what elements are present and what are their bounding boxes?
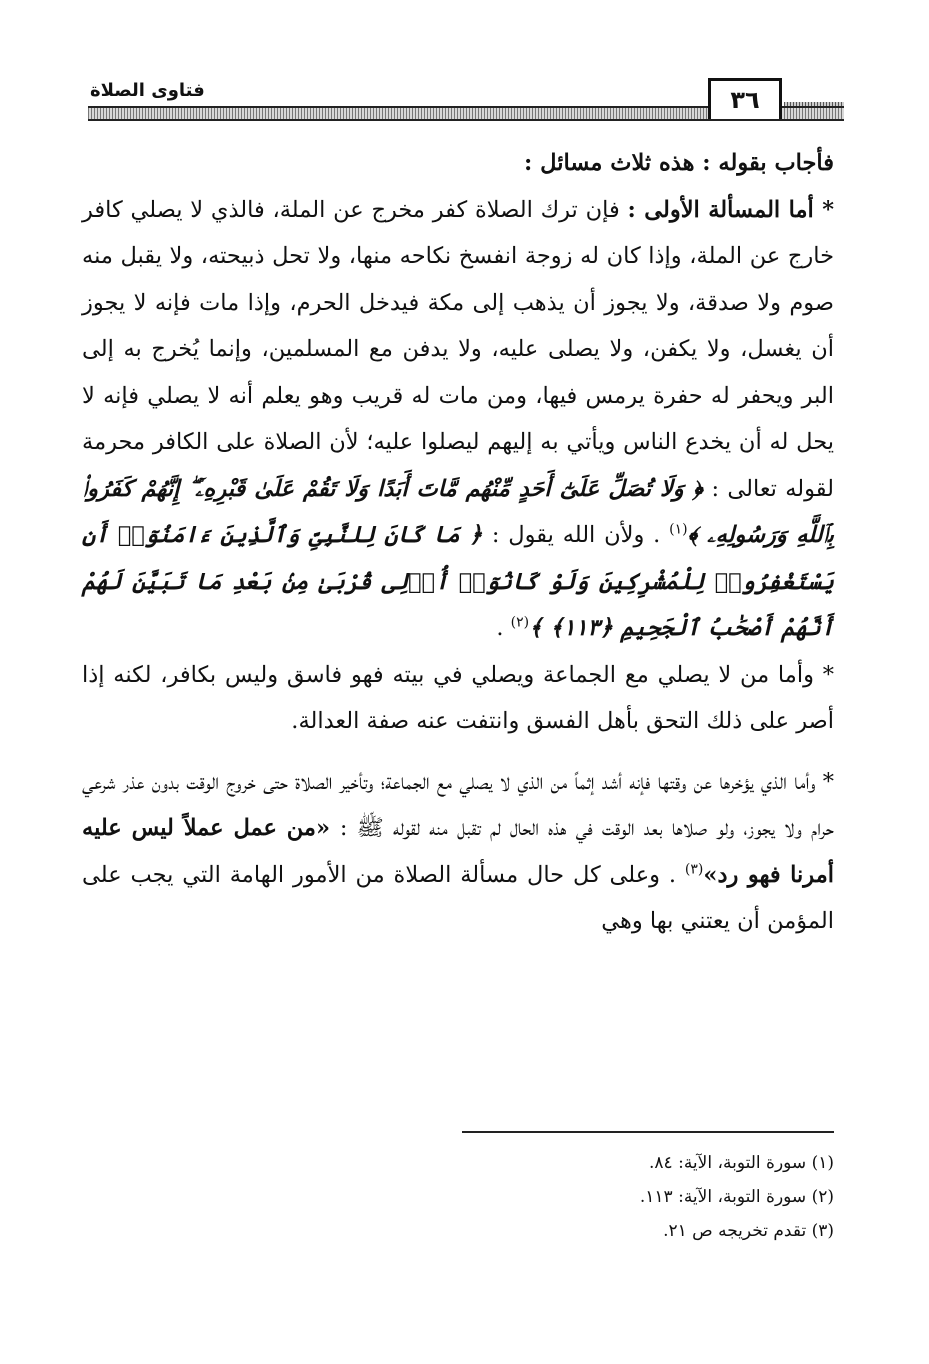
footnote-separator xyxy=(462,1131,834,1133)
first-issue-heading: * أما المسألة الأولى : xyxy=(627,196,834,223)
paragraph-second-issue xyxy=(82,652,834,745)
hadith-quote: «من عمل عملاً ليس عليه أمرنا فهو رد» xyxy=(82,815,834,888)
page-header xyxy=(88,74,844,124)
quran-verse-2: ﴿ مَا كَانَ لِلنَّبِىِّ وَٱلَّذِينَ ءَامَنُوٓا۟ أَن يَسْتَغْفِرُوا۟ لِلْمُشْرِكِينَ وَلَوْ كَانُوٓا۟ أُو۟لِى قُرْبَىٰ مِنۢ بَعْدِ مَا تَبَيَّنَ لَهُمْ أَنَّهُمْ أَصْحَٰبُ ٱلْجَحِيمِ ﴿١١٣﴾ ﴾ xyxy=(82,522,834,641)
first-issue-end: . xyxy=(496,615,511,641)
body-text xyxy=(82,140,834,945)
paragraph-first-issue xyxy=(82,187,834,652)
footnote-1: (١) سورة التوبة، الآية: ٨٤. xyxy=(649,1153,834,1173)
footnotes xyxy=(462,1146,834,1248)
running-title: فتاوى الصلاة xyxy=(90,80,205,101)
answer-intro: فأجاب بقوله : هذه ثلاث مسائل : xyxy=(524,150,834,176)
third-issue-end: . وعلى كل حال مسألة الصلاة من الأمور الهامة التي يجب على المؤمن أن يعتني بها وهي xyxy=(82,861,834,934)
quran-verse-1: ﴿ وَلَا تُصَلِّ عَلَىٰٓ أَحَدٍ مِّنْهُم مَّاتَ أَبَدًا وَلَا تَقُمْ عَلَىٰ قَبْرِهِۦٓ ۖ إِنَّهُمْ كَفَرُوا۟ بِٱللَّهِ وَرَسُولِهِۦ ﴾ xyxy=(82,475,835,548)
first-issue-mid: . ولأن الله يقول : xyxy=(491,522,670,548)
paragraph-third-issue xyxy=(82,759,834,945)
paragraph-answer-intro xyxy=(82,140,834,187)
first-issue-text: فإن ترك الصلاة كفر مخرج عن الملة، فالذي لا يصلي كافر خارج عن الملة، وإذا كان له زوجة انفسخ نكاحه منها، ولا تحل ذبيحته، ولا يقبل منه صوم ولا صدقة، ولا يجوز أن يذهب إلى مكة فيدخل الحرم، وإذا مات فإنه لا يجوز أن يغسل، ولا يكفن، ولا يصلى عليه، ولا يدفن مع المسلمين، وإنما يُخرج به إلى البر ويحفر له حفرة يرمس فيها، ومن مات له قريب وهو يعلم أنه لا يصلي فإنه لا يحل له أن يخدع الناس ويأتي به إليهم ليصلوا عليه؛ لأن الصلاة على الكافر محرمة لقوله تعالى : xyxy=(82,196,834,502)
footnote-2: (٢) سورة التوبة، الآية: ١١٣. xyxy=(639,1187,834,1207)
footnote-ref-2: (٢) xyxy=(510,614,530,631)
third-issue-text: * وأما الذي يؤخرها عن وقتها فإنه أشد إثماً من الذي لا يصلي مع الجماعة؛ وتأخير الصلاة حتى خروج الوقت بدون عذر شرعي حرام ولا يجوز، ولو صلاها بعد الوقت في هذه الحال لم تقبل منه لقوله ﷺ : xyxy=(82,768,835,841)
page-number: ٣٦ xyxy=(708,78,782,119)
footnote-3: (٣) تقدم تخريجه ص ٢١. xyxy=(663,1221,834,1241)
footnote-ref-1: (١) xyxy=(669,521,688,538)
second-issue-text: * وأما من لا يصلي مع الجماعة ويصلي في بيته فهو فاسق وليس بكافر، لكنه إذا أصر على ذلك التحق بأهل الفسق وانتفت عنه صفة العدالة. xyxy=(82,661,834,734)
footnote-ref-3: (٣) xyxy=(684,861,704,877)
